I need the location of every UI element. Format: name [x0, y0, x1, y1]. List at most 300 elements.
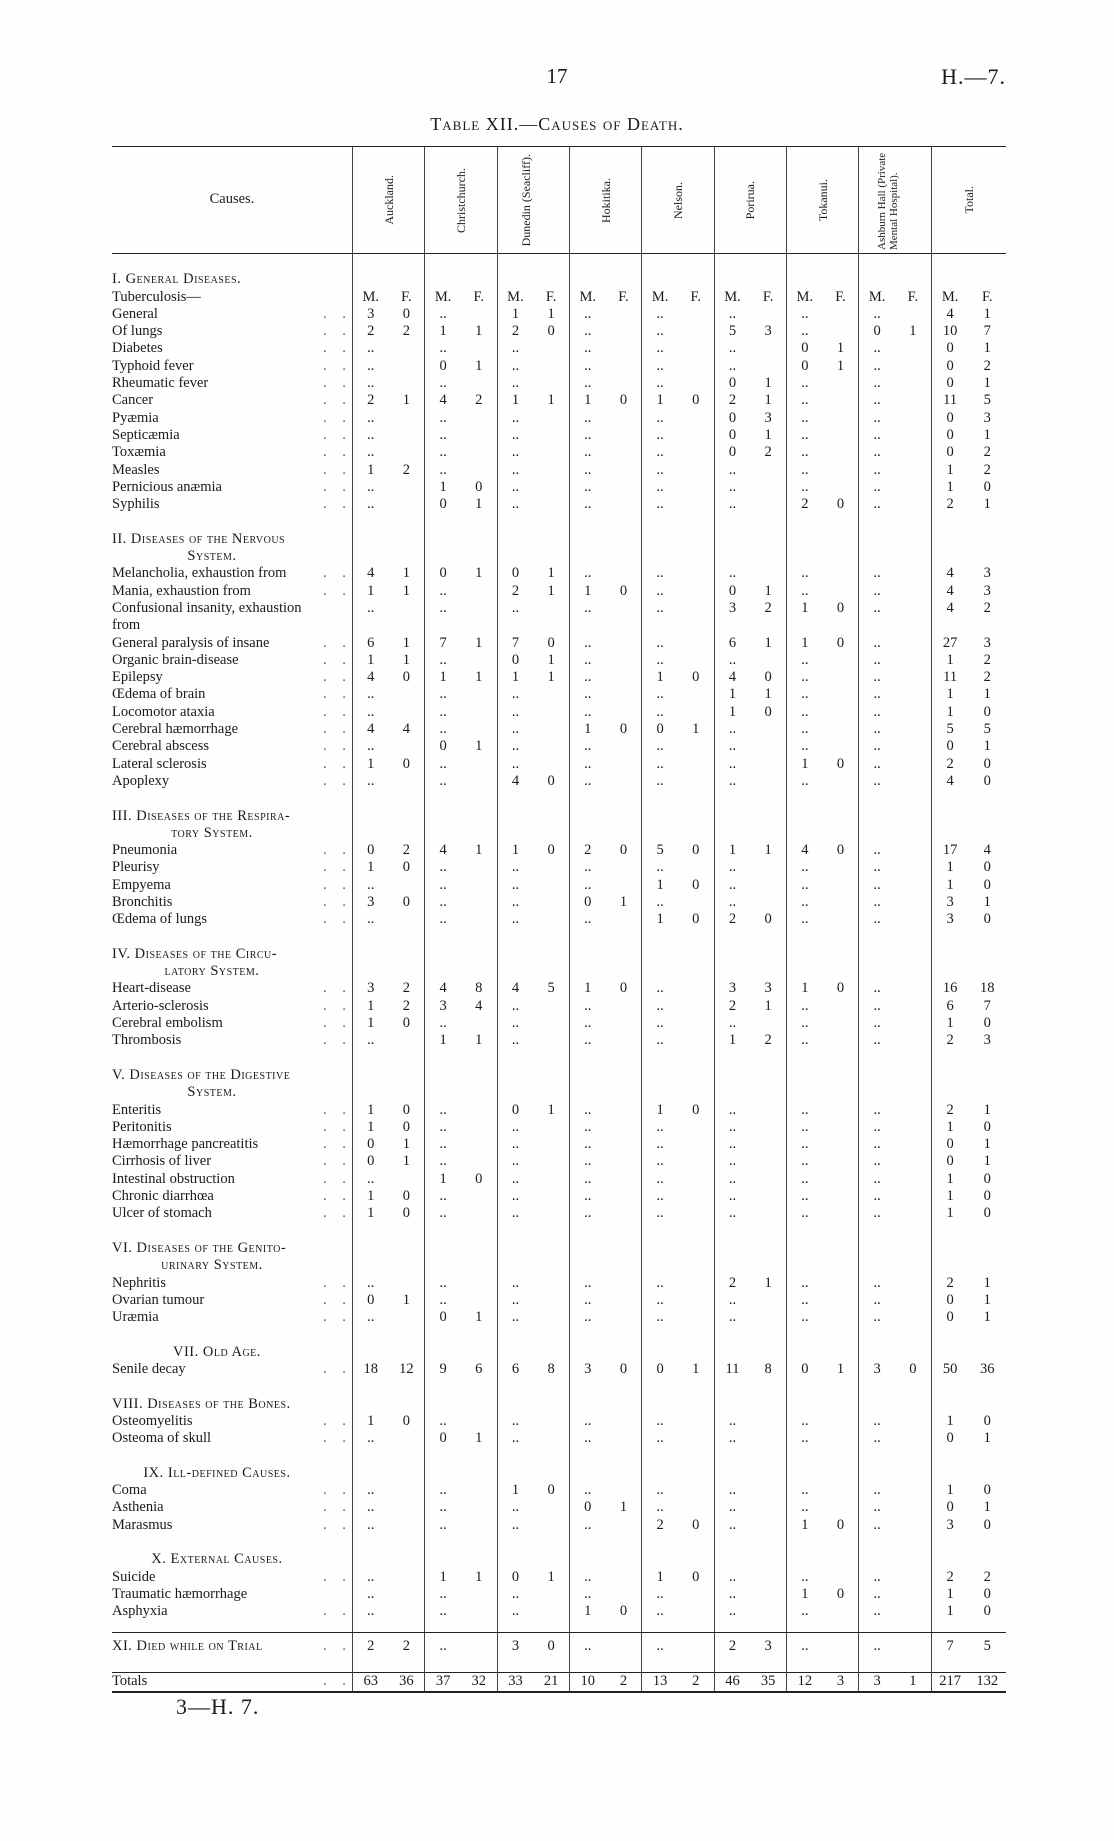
spacer-cell	[497, 1223, 533, 1240]
female-count: 2	[983, 669, 991, 686]
male-count	[352, 617, 388, 634]
male-count: ..	[642, 859, 678, 876]
female-count	[389, 704, 425, 721]
col-subheader-m: M.	[497, 289, 533, 306]
female-count: 0	[619, 980, 628, 997]
female-count	[823, 1309, 859, 1326]
female-count	[533, 410, 569, 427]
empty-cell	[823, 1396, 859, 1413]
empty-cell	[859, 1240, 895, 1275]
empty-cell	[642, 1465, 678, 1482]
male-count: 2	[714, 392, 750, 409]
female-count	[533, 877, 569, 894]
female-count: 1	[764, 997, 772, 1014]
header-row	[112, 147, 1006, 254]
section-heading	[112, 808, 352, 843]
female-count	[750, 1153, 786, 1170]
empty-cell	[969, 1067, 1006, 1102]
spacer-cell	[786, 790, 822, 807]
empty-cell	[352, 1551, 388, 1568]
female-count: 1	[909, 323, 917, 340]
male-count: 0	[786, 358, 822, 375]
male-count: ..	[497, 1032, 533, 1049]
female-count	[678, 1119, 714, 1136]
female-count	[895, 1153, 931, 1170]
female-count	[895, 617, 931, 634]
female-count	[895, 410, 931, 427]
section-heading-row	[112, 1551, 1006, 1568]
spacer-cell	[678, 254, 714, 272]
dot-leaders: . .	[323, 1032, 352, 1049]
empty-cell	[533, 1067, 569, 1102]
spacer-cell	[533, 1655, 569, 1673]
spacer-cell	[569, 929, 605, 946]
male-count: ..	[352, 877, 388, 894]
female-count: 3	[983, 582, 991, 599]
section-heading	[112, 531, 352, 566]
female-count	[895, 444, 931, 461]
empty-cell	[606, 1240, 642, 1275]
cause-label	[112, 479, 352, 496]
female-count: 0	[692, 669, 700, 686]
male-count: 1	[569, 980, 605, 997]
male-count: ..	[859, 306, 895, 323]
spacer-cell	[895, 1223, 931, 1240]
spacer-cell	[606, 790, 642, 807]
cause-label	[112, 1430, 352, 1447]
spacer-cell	[642, 1223, 678, 1240]
female-count: 0	[983, 1412, 991, 1429]
section-heading	[112, 1344, 352, 1361]
male-count: 0	[352, 1153, 388, 1170]
female-count	[606, 635, 642, 652]
female-count: 1	[475, 1568, 483, 1585]
male-count: ..	[859, 652, 895, 669]
section-heading-row	[112, 946, 1006, 981]
female-count: 1	[764, 392, 772, 409]
female-count	[895, 375, 931, 392]
dot-leaders: . .	[323, 721, 352, 738]
female-count	[533, 1015, 569, 1032]
total-female: 1	[895, 1673, 931, 1692]
empty-cell	[352, 531, 388, 566]
empty-cell	[606, 1067, 642, 1102]
section-heading-text: VII. Old Age.	[172, 1343, 261, 1360]
dot-leaders: . .	[323, 461, 352, 478]
female-count: 3	[764, 980, 772, 997]
section-heading	[112, 1551, 352, 1568]
empty-cell	[786, 531, 822, 566]
male-count: ..	[714, 306, 750, 323]
female-count	[678, 427, 714, 444]
spacer-cell	[859, 1534, 895, 1551]
female-count	[678, 565, 714, 582]
male-count: 0	[786, 340, 822, 357]
spacer-cell	[750, 1655, 786, 1673]
cause-text: Lateral sclerosis	[112, 755, 207, 772]
spacer-cell	[389, 1447, 425, 1464]
cause-text: Osteomyelitis	[112, 1412, 193, 1429]
female-count: 1	[983, 1291, 991, 1308]
female-count	[823, 1482, 859, 1499]
female-count: 1	[692, 1361, 700, 1377]
spacer-cell	[606, 1326, 642, 1343]
male-count: ..	[859, 375, 895, 392]
female-count	[895, 1638, 931, 1655]
spacer-cell	[606, 929, 642, 946]
female-count	[606, 1205, 642, 1222]
female-count	[823, 704, 859, 721]
cause-text: Osteoma of skull	[112, 1430, 212, 1447]
male-count: ..	[714, 1309, 750, 1326]
table-row	[112, 859, 1006, 876]
empty-cell	[389, 1465, 425, 1482]
spacer-cell	[352, 1447, 388, 1464]
female-count	[895, 652, 931, 669]
male-count: 2	[352, 392, 388, 409]
empty-cell	[823, 1240, 859, 1275]
empty-cell	[642, 1344, 678, 1361]
table-row	[112, 773, 1006, 790]
empty-cell	[678, 1067, 714, 1102]
female-count: 2	[983, 444, 991, 461]
spacer-cell	[750, 254, 786, 272]
female-count: 0	[983, 1482, 991, 1499]
female-count	[606, 617, 642, 634]
female-count: 1	[547, 565, 555, 582]
spacer-cell	[461, 254, 497, 272]
spacer-cell	[606, 1050, 642, 1067]
female-count	[750, 894, 786, 911]
female-count: 1	[983, 686, 991, 703]
male-count: ..	[569, 1119, 605, 1136]
spacer-cell	[569, 1326, 605, 1343]
spacer-cell	[461, 1620, 497, 1637]
male-count: ..	[859, 427, 895, 444]
spacer-row	[112, 1655, 1006, 1673]
spacer-cell	[569, 254, 605, 272]
female-count: 0	[402, 1101, 411, 1118]
male-count: 2	[931, 1569, 968, 1586]
male-count: ..	[714, 1188, 750, 1205]
male-count: 0	[425, 565, 461, 582]
spacer-cell	[606, 1534, 642, 1551]
female-count	[606, 1136, 642, 1153]
cause-text: Asthenia	[112, 1499, 164, 1516]
male-count: ..	[425, 894, 461, 911]
col-subheader-f: F.	[618, 288, 629, 305]
spacer-cell	[642, 1447, 678, 1464]
spacer-cell	[931, 513, 968, 530]
female-count	[823, 462, 859, 479]
cause-label	[112, 998, 352, 1015]
cause-label	[112, 358, 352, 375]
male-count: 1	[642, 392, 678, 409]
spacer-cell	[533, 1620, 569, 1637]
male-count: ..	[642, 1292, 678, 1309]
male-count: ..	[497, 1275, 533, 1292]
male-count: ..	[714, 1499, 750, 1516]
female-count: 3	[764, 323, 772, 340]
female-count	[389, 410, 425, 427]
female-count: 0	[402, 893, 411, 910]
spacer-row	[112, 1223, 1006, 1240]
female-count	[606, 652, 642, 669]
female-count: 0	[836, 842, 845, 859]
table-row	[112, 1499, 1006, 1516]
spacer-cell	[895, 254, 931, 272]
female-count	[606, 686, 642, 703]
spacer-cell	[895, 790, 931, 807]
female-count	[461, 462, 497, 479]
female-count	[678, 444, 714, 461]
male-count: ..	[569, 462, 605, 479]
cause-label	[112, 1188, 352, 1205]
male-count: 3	[931, 1517, 968, 1534]
female-count	[895, 842, 931, 859]
male-count: 1	[642, 1102, 678, 1119]
male-count: ..	[352, 1499, 388, 1516]
table-row	[112, 980, 1006, 997]
male-count: ..	[786, 565, 822, 582]
spacer-cell	[786, 1534, 822, 1551]
total-female: 36	[389, 1673, 425, 1692]
cause-label	[112, 756, 352, 773]
cause-text: Mania, exhaustion from	[112, 582, 251, 599]
female-count	[461, 444, 497, 461]
male-count: ..	[425, 721, 461, 738]
female-count: 0	[475, 1170, 483, 1187]
spacer-cell	[112, 1378, 352, 1395]
female-count	[823, 1171, 859, 1188]
empty-cell	[859, 271, 895, 288]
male-count: ..	[642, 427, 678, 444]
empty-cell	[569, 1344, 605, 1361]
male-count: 4	[931, 583, 968, 600]
male-count: ..	[569, 323, 605, 340]
col-header-hokitika: Hokitika.	[569, 147, 641, 254]
empty-cell	[786, 1551, 822, 1568]
male-count: ..	[786, 427, 822, 444]
female-count	[606, 877, 642, 894]
female-count: 1	[836, 357, 845, 374]
spacer-cell	[112, 1050, 352, 1067]
cause-label	[112, 704, 352, 721]
cause-text: Hæmorrhage pancreatitis	[112, 1136, 259, 1153]
male-count: ..	[425, 306, 461, 323]
spacer-cell	[112, 1655, 352, 1673]
female-count	[461, 583, 497, 600]
female-count	[389, 496, 425, 513]
empty-cell	[678, 271, 714, 288]
empty-cell	[895, 271, 931, 288]
male-count: ..	[786, 1205, 822, 1222]
female-count: 0	[547, 323, 555, 340]
spacer-cell	[931, 254, 968, 272]
col-subheader-m: M.	[569, 289, 605, 306]
spacer-row	[112, 254, 1006, 272]
empty-cell	[352, 1396, 388, 1413]
male-count: ..	[497, 721, 533, 738]
male-count: ..	[714, 1603, 750, 1620]
male-count: 1	[931, 1119, 968, 1136]
table-row	[112, 410, 1006, 427]
male-count: 11	[714, 1361, 750, 1378]
section-heading	[112, 271, 352, 288]
male-count: 0	[714, 410, 750, 427]
female-count	[389, 1586, 425, 1603]
spacer-cell	[569, 1534, 605, 1551]
female-count	[533, 686, 569, 703]
spacer-cell	[931, 1447, 968, 1464]
totals-row	[112, 1673, 1006, 1692]
spacer-cell	[931, 1326, 968, 1343]
female-count	[533, 1205, 569, 1222]
male-count: ..	[569, 738, 605, 755]
male-count: 2	[714, 1275, 750, 1292]
male-count: ..	[425, 444, 461, 461]
empty-cell	[931, 1396, 968, 1413]
female-count	[678, 1205, 714, 1222]
male-count: ..	[497, 410, 533, 427]
male-count: ..	[425, 1499, 461, 1516]
female-count	[461, 1292, 497, 1309]
female-count	[750, 1430, 786, 1447]
female-count	[533, 617, 569, 634]
table-row	[112, 1482, 1006, 1499]
empty-cell	[786, 271, 822, 288]
spacer-cell	[569, 790, 605, 807]
section-heading-subtext: tory System.	[171, 824, 253, 841]
section-heading-row	[112, 1465, 1006, 1482]
male-count: 5	[642, 842, 678, 859]
male-count: ..	[714, 462, 750, 479]
female-count: 1	[547, 305, 555, 322]
male-count: 10	[931, 323, 968, 340]
empty-cell	[352, 808, 388, 843]
dot-leaders: . .	[323, 392, 352, 409]
spacer-cell	[425, 1223, 461, 1240]
male-count: 1	[931, 1586, 968, 1603]
male-count: 3	[569, 1361, 605, 1378]
female-count	[533, 1136, 569, 1153]
female-count	[750, 859, 786, 876]
cause-text: Diabetes	[112, 340, 163, 357]
female-count	[533, 1430, 569, 1447]
female-count	[750, 1413, 786, 1430]
female-count	[823, 686, 859, 703]
male-count: ..	[786, 1499, 822, 1516]
female-count: 1	[983, 496, 991, 513]
female-count	[606, 1102, 642, 1119]
empty-cell	[352, 1240, 388, 1275]
col-header-auckland: Auckland.	[352, 147, 424, 254]
table-row	[112, 1188, 1006, 1205]
table-row	[112, 1032, 1006, 1049]
cause-label	[112, 410, 352, 427]
male-count: 0	[352, 1292, 388, 1309]
table-row	[112, 323, 1006, 340]
male-count: ..	[642, 894, 678, 911]
empty-cell	[642, 946, 678, 981]
male-count: ..	[642, 1430, 678, 1447]
female-count: 1	[764, 686, 772, 703]
female-count	[606, 1032, 642, 1049]
female-count: 2	[983, 357, 991, 374]
female-count: 5	[983, 392, 991, 409]
male-count: 1	[569, 721, 605, 738]
empty-cell	[678, 1551, 714, 1568]
male-count: ..	[569, 1171, 605, 1188]
female-count	[533, 1603, 569, 1620]
empty-cell	[786, 1396, 822, 1413]
section-heading	[112, 1240, 352, 1275]
table-row	[112, 894, 1006, 911]
empty-cell	[823, 808, 859, 843]
female-count	[533, 358, 569, 375]
spacer-cell	[895, 1447, 931, 1464]
male-count: ..	[786, 1015, 822, 1032]
female-count	[750, 1119, 786, 1136]
female-count: 0	[983, 755, 991, 772]
male-count	[714, 617, 750, 634]
spacer-cell	[678, 1534, 714, 1551]
dot-leaders: . .	[323, 305, 352, 322]
male-count: ..	[569, 479, 605, 496]
section-heading-subtext: System.	[187, 1084, 237, 1101]
spacer-cell	[533, 1447, 569, 1464]
spacer-cell	[895, 1050, 931, 1067]
empty-cell	[895, 1396, 931, 1413]
male-count: ..	[786, 721, 822, 738]
male-count: 2	[569, 842, 605, 859]
female-count: 1	[402, 582, 411, 599]
female-count	[895, 427, 931, 444]
empty-cell	[786, 1240, 822, 1275]
spacer-cell	[389, 513, 425, 530]
male-count: ..	[642, 1413, 678, 1430]
total-female: 35	[750, 1673, 786, 1692]
table-row	[112, 427, 1006, 444]
male-count: ..	[569, 1482, 605, 1499]
female-count	[895, 306, 931, 323]
female-count: 36	[980, 1361, 995, 1377]
female-count	[895, 980, 931, 997]
col-header-christchurch: Christchurch.	[425, 147, 497, 254]
female-count	[678, 340, 714, 357]
female-count	[823, 1430, 859, 1447]
male-count: ..	[714, 877, 750, 894]
male-count: 0	[786, 1361, 822, 1378]
spacer-cell	[389, 1378, 425, 1395]
section-heading-row	[112, 1067, 1006, 1102]
total-male: 46	[714, 1673, 750, 1692]
male-count: ..	[352, 600, 388, 617]
female-count	[461, 617, 497, 634]
table-row	[112, 652, 1006, 669]
spacer-cell	[569, 513, 605, 530]
page-number: 17	[546, 64, 568, 88]
female-count	[678, 1032, 714, 1049]
male-count: ..	[569, 600, 605, 617]
dot-leaders: . .	[323, 1015, 352, 1032]
cause-text: Rheumatic fever	[112, 375, 209, 392]
male-count: ..	[569, 1102, 605, 1119]
female-count	[461, 1015, 497, 1032]
male-count: 2	[931, 1032, 968, 1049]
table-row	[112, 340, 1006, 357]
footer-rule	[112, 1632, 1006, 1633]
